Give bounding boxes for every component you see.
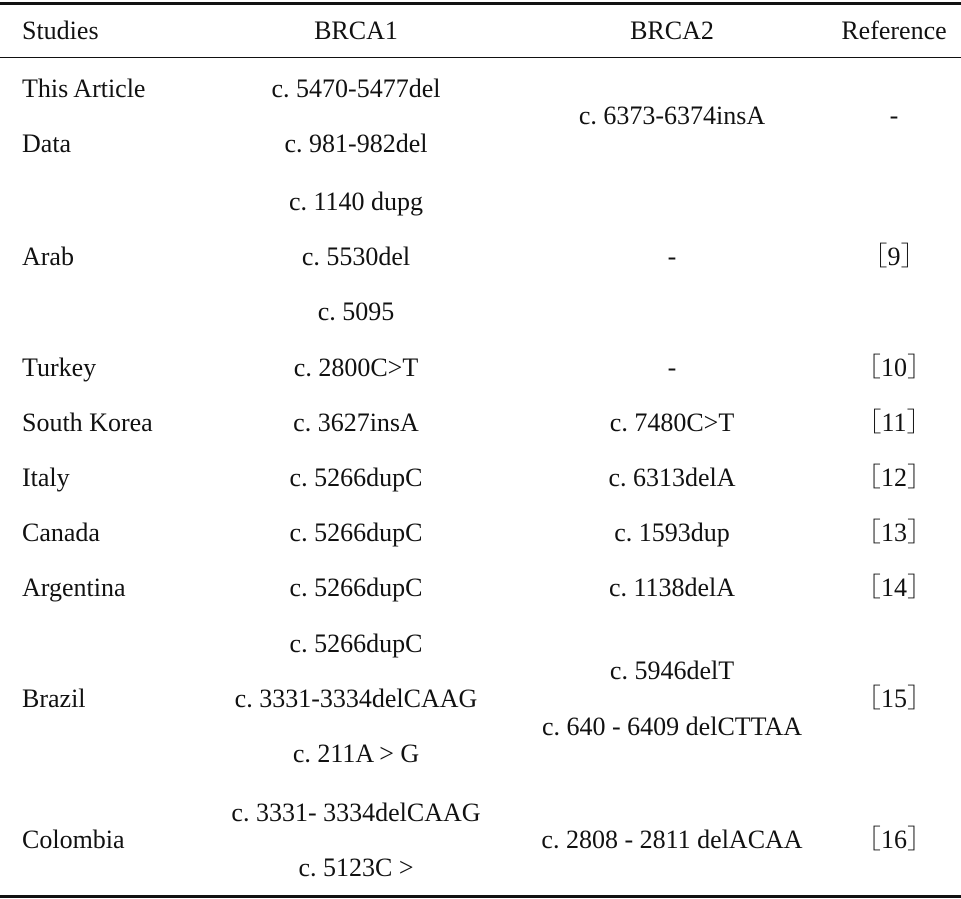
brca1-cell: c. 5530del (301, 242, 411, 271)
brca1-cell: c. 981-982del (284, 129, 428, 158)
brca1-cell: c. 5123C > (298, 853, 414, 882)
brca1-cell: c. 2800C>T (293, 353, 419, 382)
header-brca2: BRCA2 (630, 16, 714, 45)
study-cell: Colombia (22, 825, 125, 854)
reference-cell: ［11］ (855, 408, 933, 437)
brca1-cell: c. 5266dupC (289, 629, 423, 658)
study-cell: Arab (22, 242, 74, 271)
brca2-cell: c. 640 - 6409 delCTTAA (541, 712, 803, 741)
reference-cell: ［12］ (854, 463, 934, 492)
brca2-cell: c. 7480C>T (609, 408, 735, 437)
brca2-cell: c. 6313delA (608, 463, 736, 492)
study-cell: South Korea (22, 408, 153, 437)
brca1-cell: c. 3627insA (293, 408, 419, 437)
table-bottom-rule (0, 895, 961, 898)
brca2-cell: c. 2808 - 2811 delACAA (541, 825, 803, 854)
brca2-cell: c. 5946delT (609, 656, 735, 685)
brca1-cell: c. 5266dupC (289, 518, 423, 547)
reference-cell: ［13］ (854, 518, 934, 547)
brca2-cell: - (667, 353, 677, 382)
brca1-cell: c. 5470-5477del (271, 74, 441, 103)
brca1-cell: c. 3331-3334delCAAG (234, 684, 478, 713)
table-header-rule (0, 57, 961, 58)
study-cell: Data (22, 129, 72, 158)
study-cell: Argentina (22, 573, 126, 602)
brca2-cell: c. 6373-6374insA (578, 101, 766, 130)
study-cell: Turkey (22, 353, 97, 382)
study-cell: Canada (22, 518, 100, 547)
brca1-cell: c. 211A > G (292, 739, 420, 768)
header-studies: Studies (22, 16, 99, 45)
reference-cell: ［9］ (861, 242, 927, 271)
reference-cell: ［15］ (854, 684, 934, 713)
brca1-cell: c. 3331- 3334delCAAG (231, 798, 481, 827)
header-brca1: BRCA1 (314, 16, 398, 45)
brca2-cell: c. 1138delA (608, 573, 736, 602)
brca2-cell: c. 1593dup (614, 518, 730, 547)
study-cell: This Article (22, 74, 146, 103)
study-cell: Italy (22, 463, 70, 492)
brca1-cell: c. 5266dupC (289, 463, 423, 492)
brca1-cell: c. 1140 dupg (288, 187, 424, 216)
brca2-cell: - (667, 242, 677, 271)
header-reference: Reference (841, 16, 947, 45)
brca1-cell: c. 5266dupC (289, 573, 423, 602)
brca1-cell: c. 5095 (317, 297, 395, 326)
reference-cell: ［16］ (854, 825, 934, 854)
study-cell: Brazil (22, 684, 86, 713)
reference-cell: ［14］ (854, 573, 934, 602)
table-top-rule (0, 2, 961, 5)
reference-cell: - (889, 101, 899, 130)
reference-cell: ［10］ (854, 353, 934, 382)
